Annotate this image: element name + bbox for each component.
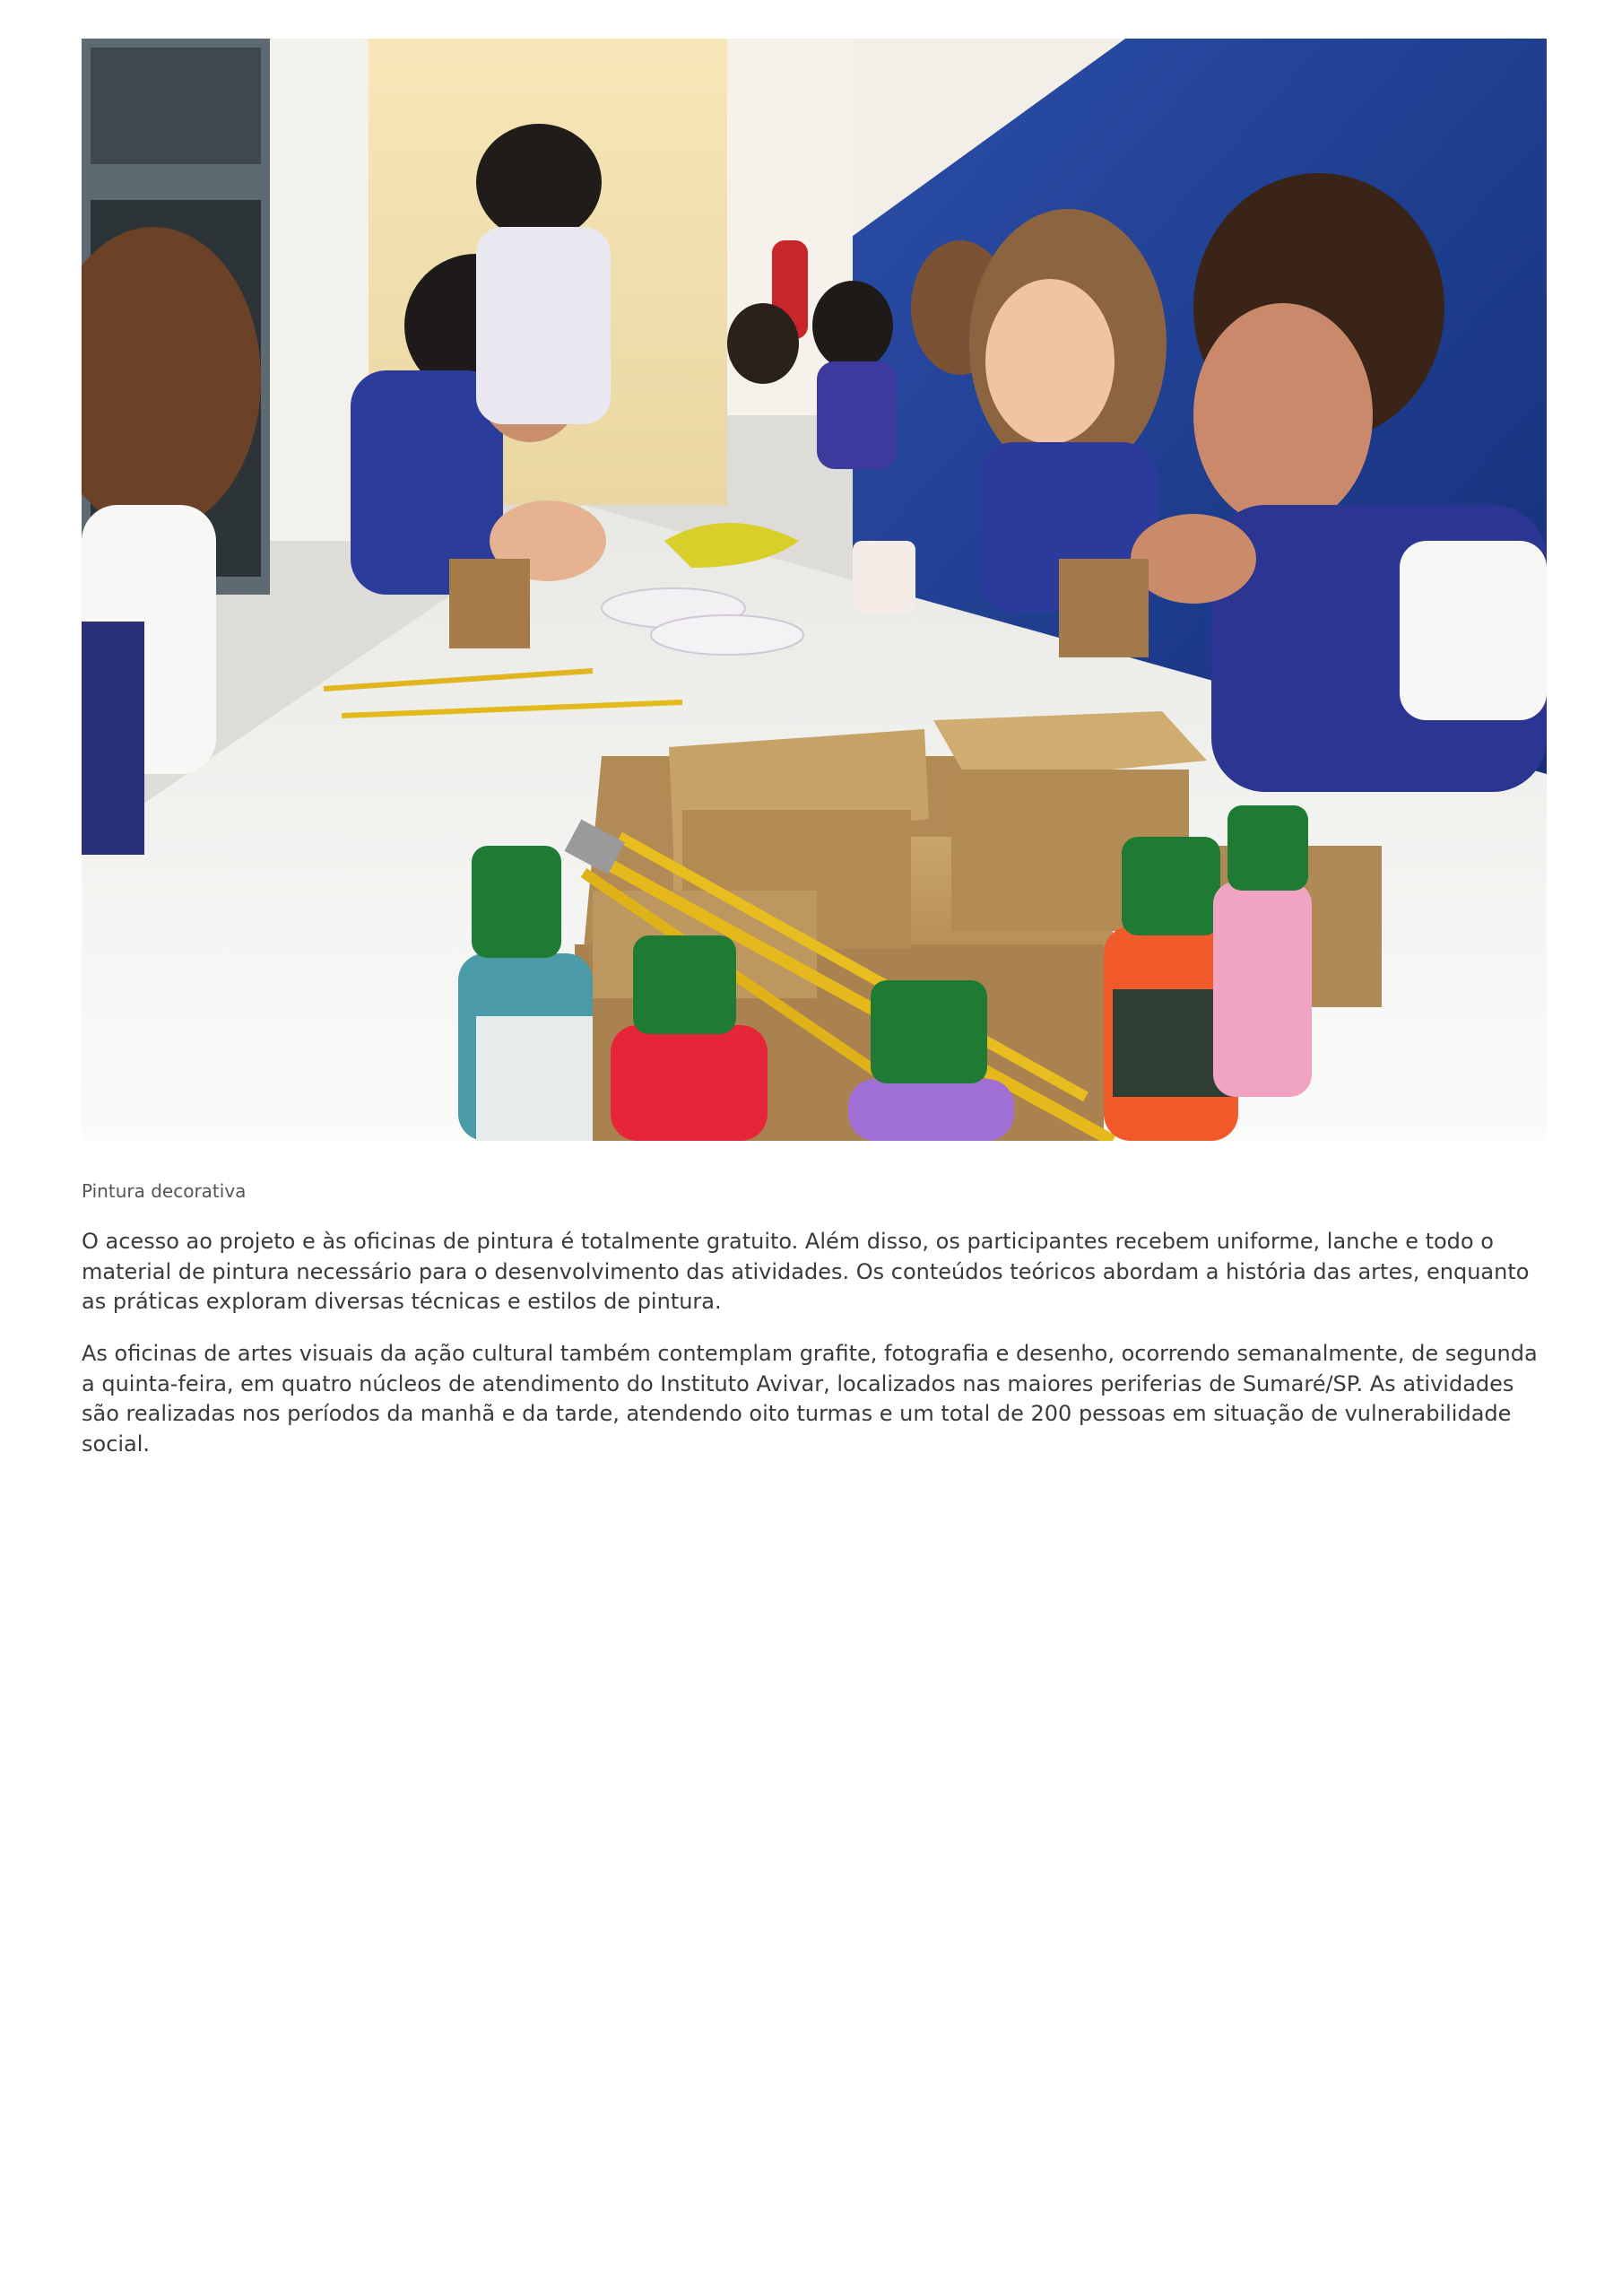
article-paragraph-2: As oficinas de artes visuais da ação cultural também contemplam grafite, fotografia e desenho, ocorrendo semanalmente, de segunda a quinta-feira, em quatro núcleos de atendimento do Instituto Avivar, localizados nas maiores periferias de Sumaré/SP. As atividades são realizadas nos períodos da manhã e da tarde, atendendo oito turmas e um total de 200 pessoas em situação de vulnerabilidade social. <box>82 1341 1538 1457</box>
wooden-house-right <box>1059 559 1149 657</box>
article-paragraph-1: O acesso ao projeto e às oficinas de pintura é totalmente gratuito. Além disso, os participantes recebem uniforme, lanche e todo o material de pintura necessário para o desenvolvimento das atividades. Os conteúdos teóricos abordam a história das artes, enquanto as práticas exploram diversas técnicas e estilos de pintura. <box>82 1229 1530 1314</box>
wooden-house-left <box>449 559 530 648</box>
photo-caption: Pintura decorativa <box>82 1180 247 1202</box>
paint-cup <box>853 541 915 613</box>
article-photo <box>82 39 1547 1141</box>
children-painting-scene <box>82 39 1547 1141</box>
